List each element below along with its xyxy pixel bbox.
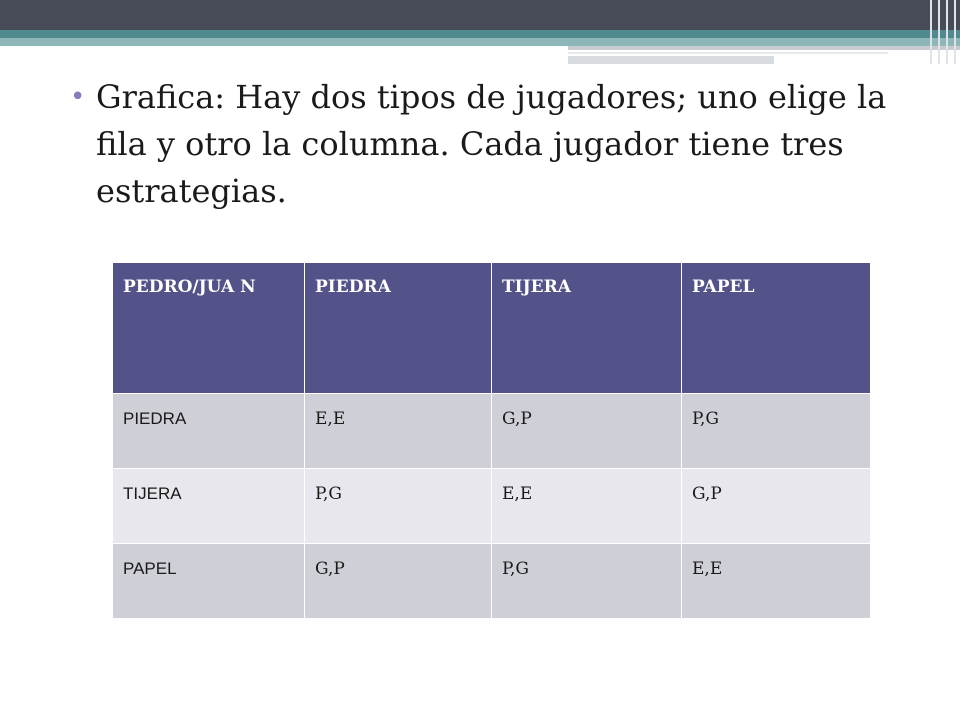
- payoff-table-container: [112, 262, 870, 619]
- table-header-row: [113, 263, 871, 394]
- header-cell-papel: PAPEL: [682, 263, 871, 394]
- bullet-marker: •: [70, 82, 86, 112]
- header-cell-players: PEDRO/JUA N: [113, 263, 305, 394]
- table-cell: G,P: [682, 469, 871, 544]
- table-cell: E,E: [305, 394, 492, 469]
- decor-vertical-line: [946, 0, 948, 64]
- decor-vertical-line: [938, 0, 940, 64]
- decor-stripe: [568, 52, 888, 54]
- row-label: TIJERA: [113, 469, 305, 544]
- table-row: [113, 469, 871, 544]
- header-cell-piedra: PIEDRA: [305, 263, 492, 394]
- decor-stripe: [568, 56, 774, 64]
- bullet-paragraph: [70, 74, 910, 215]
- top-accent-bar-light: [0, 38, 960, 46]
- row-label: PAPEL: [113, 544, 305, 619]
- table-cell: P,G: [682, 394, 871, 469]
- top-accent-bar: [0, 30, 960, 38]
- table-cell: G,P: [305, 544, 492, 619]
- table-row: [113, 394, 871, 469]
- decor-vertical-line: [954, 0, 956, 64]
- table-cell: G,P: [492, 394, 682, 469]
- table-row: [113, 544, 871, 619]
- row-label: PIEDRA: [113, 394, 305, 469]
- table-cell: P,G: [305, 469, 492, 544]
- header-cell-tijera: TIJERA: [492, 263, 682, 394]
- table-cell: E,E: [682, 544, 871, 619]
- table-cell: P,G: [492, 544, 682, 619]
- decor-vertical-line: [930, 0, 932, 64]
- table-cell: E,E: [492, 469, 682, 544]
- payoff-table: [112, 262, 871, 619]
- top-header-bar: [0, 0, 960, 30]
- bullet-text: Grafica: Hay dos tipos de jugadores; uno elige la fila y otro la columna. Cada jugador tiene tres estrategias.: [96, 78, 887, 210]
- decor-stripe: [568, 46, 960, 50]
